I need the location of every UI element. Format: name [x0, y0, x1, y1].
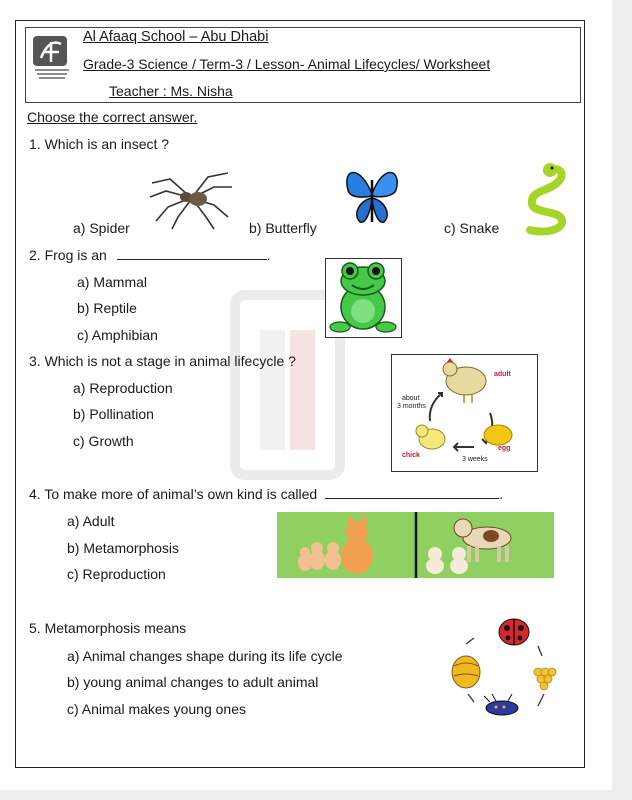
question-4-text: 4. To make more of animal’s own kind is called: [29, 486, 318, 502]
stage-months-label-1: about: [402, 395, 420, 402]
stage-adult-label: adult: [494, 371, 511, 378]
q1-option-b: b) Butterfly: [249, 220, 317, 236]
question-2: [29, 247, 271, 263]
q2-option-b: b) Reptile: [77, 300, 137, 316]
teacher-name: Teacher : Ms. Nisha: [109, 83, 233, 99]
answer-blank: [325, 488, 499, 499]
q1-option-c: c) Snake: [444, 220, 500, 236]
question-2-text: 2. Frog is an: [29, 247, 107, 263]
ladybug-lifecycle-icon: [444, 614, 558, 726]
q3-option-c: c) Growth: [73, 433, 134, 449]
question-3: 3. Which is not a stage in animal lifecycle ?: [29, 353, 296, 369]
frog-icon: [328, 261, 399, 335]
q4-option-c: c) Reproduction: [67, 566, 166, 582]
snake-icon: [520, 160, 580, 242]
question-2-end: .: [266, 247, 271, 263]
butterfly-icon: [340, 160, 404, 230]
stage-egg-label: egg: [498, 445, 511, 452]
q5-option-a: a) Animal changes shape during its life cycle: [67, 648, 343, 664]
chicken-lifecycle-diagram: [391, 354, 538, 472]
question-5: 5. Metamorphosis means: [29, 620, 187, 636]
stage-months-label-2: 3 months: [397, 403, 426, 410]
school-logo-icon: [29, 30, 73, 84]
stage-chick-label: chick: [402, 452, 420, 459]
question-1: 1. Which is an insect ?: [29, 136, 170, 152]
spider-icon: [148, 165, 234, 231]
q1-option-a: a) Spider: [73, 220, 130, 236]
question-4: [29, 486, 503, 502]
stage-weeks-label: 3 weeks: [462, 456, 488, 463]
q5-option-b: b) young animal changes to adult animal: [67, 674, 319, 690]
q2-option-a: a) Mammal: [77, 274, 148, 290]
cats-and-dogs-picture: [277, 512, 554, 578]
q4-option-b: b) Metamorphosis: [67, 540, 180, 556]
frog-picture-frame: [325, 258, 402, 338]
q4-option-a: a) Adult: [67, 513, 115, 529]
worksheet-subject: Grade-3 Science / Term-3 / Lesson- Animal Lifecycles/ Worksheet: [83, 56, 491, 72]
q5-option-c: c) Animal makes young ones: [67, 701, 246, 717]
question-4-end: .: [499, 486, 503, 502]
q2-option-c: c) Amphibian: [77, 327, 158, 343]
q3-option-b: b) Pollination: [73, 406, 154, 422]
instruction: Choose the correct answer.: [27, 109, 198, 125]
q3-option-a: a) Reproduction: [73, 380, 173, 396]
answer-blank: [117, 249, 267, 260]
school-name: Al Afaaq School – Abu Dhabi: [83, 29, 269, 45]
